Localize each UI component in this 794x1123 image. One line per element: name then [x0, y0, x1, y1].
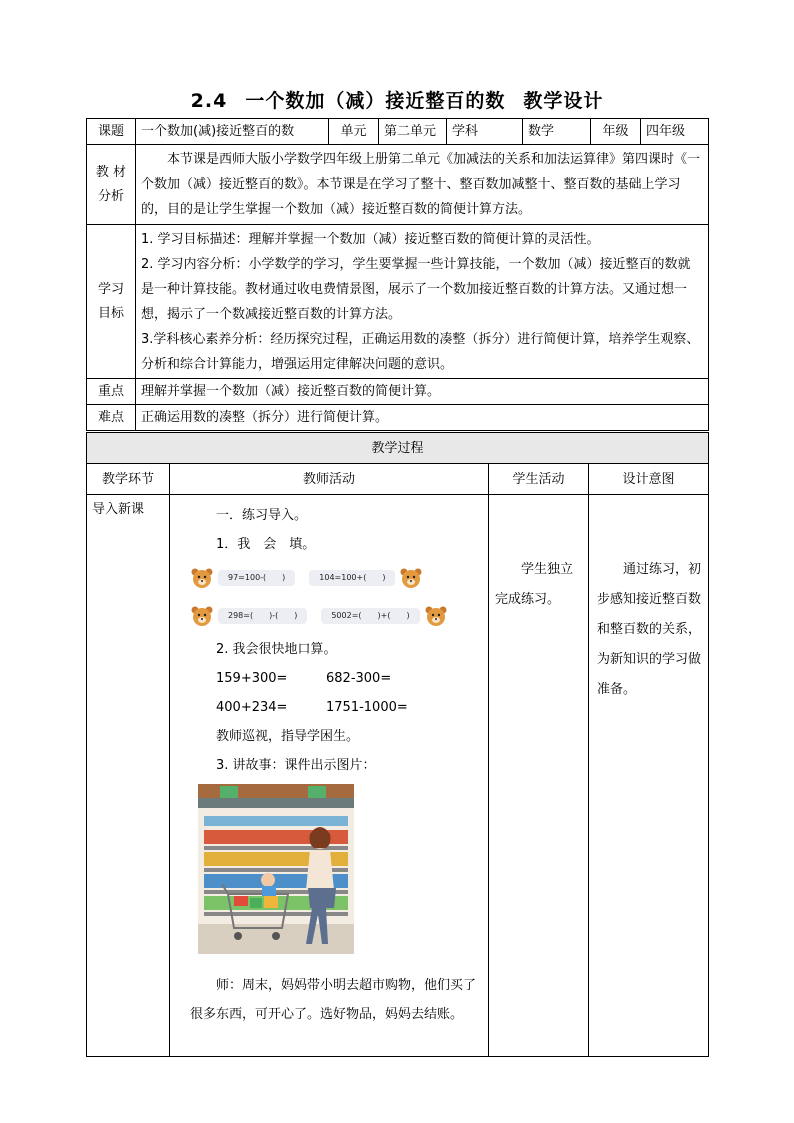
- bear-icon: [190, 604, 214, 628]
- supermarket-illustration: [198, 784, 354, 954]
- subject-label: 学科: [447, 119, 523, 145]
- title-suffix: 教学设计: [523, 90, 604, 112]
- bear-icon: [399, 566, 423, 590]
- fill-box: 5002=( )+( ): [321, 608, 419, 624]
- analysis-text: 本节课是西师大版小学数学四年级上册第二单元《加减法的关系和加法运算律》第四课时《一个数加（减）接近整百的数》。本节课是在学习了整十、整百数加减整十、整百数的基础上学习的，目的是让学生掌握一个数加（减）接近整百数的简便计算方法。: [136, 145, 709, 225]
- analysis-label-2: 分析: [97, 188, 124, 204]
- title-number: 2.4: [190, 90, 228, 112]
- design-intent: 通过练习，初步感知接近整百数和整百数的关系，为新知识的学习做准备。: [589, 495, 709, 1057]
- page-title: [0, 86, 794, 113]
- unit-label: 单元: [329, 119, 379, 145]
- course-label: 课题: [87, 119, 136, 145]
- goals-label: [87, 225, 136, 379]
- goals-label-2: 目标: [97, 305, 124, 321]
- fill-row: [190, 559, 476, 597]
- col-stage: 教学环节: [87, 464, 170, 495]
- analysis-label-1: 教 材: [95, 164, 127, 180]
- fill-box: 298=( )-( ): [218, 608, 307, 624]
- item-calc-heading: 2. 我会很快地口算。: [216, 642, 337, 657]
- calc-row: [190, 664, 476, 693]
- calc-expr: 400+234=: [216, 700, 288, 715]
- story-text: 师：周末，妈妈带小明去超市购物，他们买了很多东西，可开心了。选好物品，妈妈去结账。: [190, 978, 477, 1022]
- stage-cell: 导入新课: [87, 495, 170, 1057]
- difficulty-label: 难点: [87, 405, 136, 431]
- grade-label: 年级: [591, 119, 641, 145]
- col-design: 设计意图: [589, 464, 709, 495]
- student-activity: 学生独立完成练习。: [489, 495, 589, 1057]
- patrol-text: 教师巡视，指导学困生。: [216, 729, 360, 744]
- bear-icon: [190, 566, 214, 590]
- key-label: 重点: [87, 379, 136, 405]
- goal-item: 3.学科核心素养分析：经历探究过程，正确运用数的凑整（拆分）进行简便计算，培养学生观察、分析和综合计算能力，增强运用定律解决问题的意识。: [141, 331, 700, 372]
- info-table: [86, 118, 709, 431]
- process-header: 教学过程: [87, 433, 709, 464]
- goals-label-1: 学习: [97, 281, 124, 297]
- fill-box: 97=100-( ): [218, 570, 295, 586]
- title-topic: 一个数加（减）接近整百的数: [245, 90, 506, 112]
- calc-row: [190, 693, 476, 722]
- key-text: 理解并掌握一个数加（减）接近整百数的简便计算。: [136, 379, 709, 405]
- analysis-label: [87, 145, 136, 225]
- col-teacher: 教师活动: [170, 464, 489, 495]
- goals-text: [136, 225, 709, 379]
- bear-icon: [424, 604, 448, 628]
- unit-value: 第二单元: [379, 119, 447, 145]
- calc-expr: 682-300=: [326, 671, 392, 686]
- teacher-activity: [170, 495, 489, 1057]
- col-student: 学生活动: [489, 464, 589, 495]
- difficulty-text: 正确运用数的凑整（拆分）进行简便计算。: [136, 405, 709, 431]
- section-heading: 一．练习导入。: [216, 508, 308, 523]
- calc-expr: 1751-1000=: [326, 700, 408, 715]
- subject-value: 数学: [523, 119, 591, 145]
- goal-item: 2. 学习内容分析：小学数学的学习，学生要掌握一些计算技能，一个数加（减）接近整百的数就是一种计算技能。教材通过收电费情景图，展示了一个数加接近整百数的计算方法。又通过想一想，揭示了一个数减接近整百数的计算方法。: [141, 256, 691, 322]
- process-table: [86, 432, 709, 1057]
- fill-box: 104=100+( ): [309, 570, 395, 586]
- item-story-heading: 3. 讲故事：课件出示图片：: [216, 758, 376, 773]
- course-value: 一个数加(减)接近整百的数: [136, 119, 329, 145]
- grade-value: 四年级: [641, 119, 709, 145]
- item-fill-heading: 1．我 会 填。: [216, 537, 316, 552]
- goal-item: 1. 学习目标描述：理解并掌握一个数加（减）接近整百数的简便计算的灵活性。: [141, 231, 600, 247]
- calc-expr: 159+300=: [216, 671, 288, 686]
- fill-row: [190, 597, 476, 635]
